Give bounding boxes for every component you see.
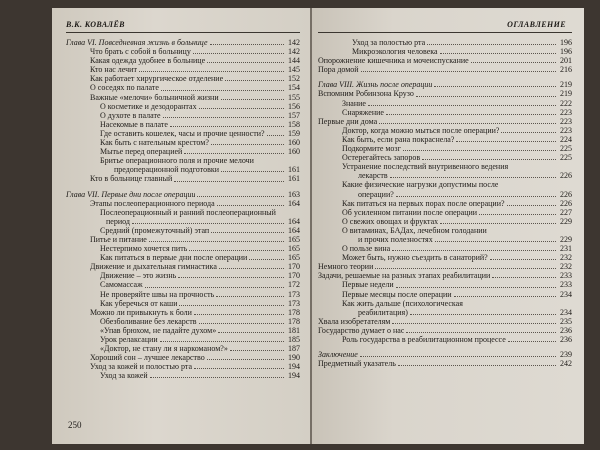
- dot-leader: [193, 53, 284, 54]
- dot-leader: [435, 241, 556, 242]
- dot-leader: [416, 96, 556, 97]
- toc-entry-title: Предметный указатель: [318, 359, 396, 369]
- toc-entry-page: 161: [288, 165, 300, 175]
- toc-entry: [318, 38, 572, 47]
- toc-entry-title: Роль государства в реабилитационном процессе: [342, 335, 506, 344]
- toc-entry: [318, 235, 572, 244]
- toc-entry: [66, 226, 300, 235]
- toc-list-left: [66, 38, 300, 380]
- toc-entry: [66, 83, 300, 92]
- toc-entry: [66, 138, 300, 147]
- toc-entry-title: Как питаться на первых порах после операции?: [342, 198, 505, 208]
- toc-entry: [66, 190, 300, 199]
- toc-entry-page: 225: [560, 144, 572, 154]
- toc-entry: [66, 317, 300, 326]
- toc-entry-title: Первые недели: [342, 280, 394, 290]
- toc-entry: [66, 156, 300, 165]
- toc-entry-title: Обезболивание без лекарств: [100, 316, 197, 326]
- right-page: [312, 8, 584, 444]
- dot-leader: [501, 132, 556, 133]
- toc-entry-title: Как работает хирургическое отделение: [90, 74, 224, 84]
- toc-entry-title: Этапы послеоперационного периода: [90, 198, 215, 208]
- toc-entry-page: 234: [560, 307, 572, 317]
- toc-entry: [66, 65, 300, 74]
- toc-entry: [318, 299, 572, 308]
- toc-entry: [318, 65, 572, 74]
- toc-entry-page: 165: [288, 234, 300, 244]
- toc-entry-page: 201: [560, 56, 572, 66]
- toc-entry: [318, 317, 572, 326]
- toc-entry: [66, 326, 300, 335]
- dot-leader: [139, 71, 284, 72]
- toc-entry: [318, 335, 572, 344]
- toc-entry: [66, 147, 300, 156]
- toc-entry-title: Хвала изобретателям: [318, 316, 391, 326]
- dot-leader: [368, 105, 556, 106]
- toc-entry-page: 196: [560, 38, 572, 47]
- dot-leader: [440, 53, 556, 54]
- toc-entry-page: 181: [288, 325, 300, 335]
- toc-entry: [66, 38, 300, 47]
- toc-entry: [66, 344, 300, 353]
- toc-entry-page: 172: [288, 280, 300, 290]
- dot-leader: [386, 114, 556, 115]
- toc-entry-page: 233: [560, 271, 572, 281]
- toc-entry: [318, 190, 572, 199]
- toc-entry: [318, 126, 572, 135]
- dot-leader: [160, 341, 284, 342]
- toc-entry: [318, 244, 572, 253]
- toc-entry-title: Снаряжение: [342, 107, 384, 117]
- toc-entry-page: 236: [560, 335, 572, 344]
- toc-entry-title: Первые месяцы после операции: [342, 289, 452, 299]
- toc-entry: [66, 74, 300, 83]
- toc-entry-page: 160: [288, 147, 300, 157]
- toc-entry-title: Знание: [342, 98, 366, 108]
- dot-leader: [379, 123, 556, 124]
- toc-entry: [318, 290, 572, 299]
- toc-entry: [66, 362, 300, 371]
- toc-entry: [66, 217, 300, 226]
- dot-leader: [422, 159, 556, 160]
- toc-entry: [66, 353, 300, 362]
- toc-entry: [66, 271, 300, 280]
- toc-entry: [66, 371, 300, 380]
- dot-leader: [398, 365, 556, 366]
- toc-entry-title: «Доктор, не стану ли я наркоманом?»: [100, 344, 228, 354]
- toc-entry: [66, 47, 300, 56]
- toc-entry-page: 152: [288, 74, 300, 84]
- toc-entry-page: 159: [288, 128, 300, 138]
- toc-entry-title: Устранение последствий внутривенного ведения: [342, 162, 509, 172]
- dot-leader: [207, 62, 284, 63]
- dot-leader: [132, 223, 284, 224]
- toc-entry-page: 144: [288, 56, 300, 66]
- toc-entry-page: 165: [288, 253, 300, 263]
- toc-entry-title: реабилитация): [358, 307, 408, 317]
- dot-leader: [490, 259, 556, 260]
- toc-entry-title: О косметике и дезодорантах: [100, 101, 197, 111]
- toc-entry: [318, 117, 572, 126]
- toc-entry-page: 158: [288, 119, 300, 129]
- toc-entry-page: 155: [288, 92, 300, 102]
- dot-leader: [219, 268, 284, 269]
- toc-entry-page: 219: [560, 89, 572, 99]
- toc-entry-page: 223: [560, 107, 572, 117]
- toc-entry-title: Вспомним Робинзона Крузо: [318, 89, 414, 99]
- toc-entry-title: Послеоперационный и ранний послеоперационный: [100, 207, 276, 217]
- toc-entry-page: 227: [560, 207, 572, 217]
- dot-leader: [492, 277, 556, 278]
- dot-leader: [149, 241, 284, 242]
- toc-entry-title: Нестерпимо хочется пить: [100, 244, 188, 254]
- toc-entry-title: Какая одежда удобнее в больнице: [90, 56, 206, 66]
- dot-leader: [434, 86, 556, 87]
- toc-entry: [318, 208, 572, 217]
- toc-list-right: [318, 38, 572, 368]
- toc-entry: [66, 56, 300, 65]
- toc-entry-page: 229: [560, 216, 572, 226]
- toc-entry-title: Может быть, нужно съездить в санаторий?: [342, 253, 488, 263]
- toc-entry: [318, 80, 572, 89]
- toc-entry-title: Заключение: [318, 350, 358, 360]
- dot-leader: [454, 296, 556, 297]
- toc-entry-page: 236: [560, 325, 572, 335]
- page-number: 250: [68, 420, 82, 430]
- toc-entry: [318, 144, 572, 153]
- dot-leader: [471, 62, 556, 63]
- toc-entry-page: 239: [560, 350, 572, 360]
- toc-entry-title: О пользе вина: [342, 244, 391, 254]
- dot-leader: [392, 250, 556, 251]
- toc-entry-title: Кто нас лечит: [90, 65, 137, 75]
- dot-leader: [375, 268, 556, 269]
- toc-entry-page: 178: [288, 316, 300, 326]
- toc-entry-page: 235: [560, 316, 572, 326]
- toc-entry-page: 164: [288, 225, 300, 235]
- dot-leader: [179, 305, 284, 306]
- toc-entry: [66, 129, 300, 138]
- toc-entry-title: О духоте в палате: [100, 110, 161, 120]
- toc-entry-page: 190: [288, 353, 300, 363]
- toc-entry: [318, 326, 572, 335]
- toc-entry: [318, 135, 572, 144]
- toc-entry-page: 187: [288, 344, 300, 354]
- toc-entry-page: 142: [288, 38, 300, 47]
- toc-entry-page: 173: [288, 289, 300, 299]
- toc-entry: [66, 120, 300, 129]
- dot-leader: [161, 90, 284, 91]
- toc-entry-title: Опорожнение кишечника и мочеиспускание: [318, 56, 469, 66]
- toc-entry-title: Не проверяйте швы на прочность: [100, 289, 215, 299]
- toc-entry-title: Средний (промежуточный) этап: [100, 225, 210, 235]
- dot-leader: [211, 232, 284, 233]
- toc-entry-title: Насекомые в палате: [100, 119, 168, 129]
- toc-entry: [318, 153, 572, 162]
- dot-leader: [150, 377, 284, 378]
- toc-entry-page: 170: [288, 271, 300, 281]
- toc-entry-title: Бритье операционного поля и прочие мелочи: [100, 156, 254, 166]
- toc-entry-page: 161: [288, 174, 300, 184]
- toc-entry: [66, 262, 300, 271]
- toc-entry-title: Важные «мелочи» больничной жизни: [90, 92, 219, 102]
- toc-entry-title: Кто в больнице главный: [90, 174, 173, 184]
- dot-leader: [427, 44, 556, 45]
- toc-entry-page: 233: [560, 280, 572, 290]
- dot-leader: [508, 341, 556, 342]
- toc-entry-title: Микроэкология человека: [352, 47, 438, 57]
- dot-leader: [507, 205, 556, 206]
- toc-entry-title: О свежих овощах и фруктах: [342, 216, 439, 226]
- toc-entry-page: 178: [288, 307, 300, 317]
- toc-entry-title: лекарств: [358, 171, 388, 181]
- toc-entry-page: 170: [288, 262, 300, 272]
- toc-entry-page: 223: [560, 116, 572, 126]
- toc-entry-title: Как питаться в первые дни после операции: [100, 253, 248, 263]
- toc-entry-page: 157: [288, 110, 300, 120]
- toc-entry: [66, 174, 300, 183]
- toc-entry-page: 160: [288, 138, 300, 148]
- toc-entry-page: 226: [560, 171, 572, 181]
- toc-entry-page: 216: [560, 65, 572, 75]
- toc-entry-title: О витаминах, БАДах, лечебном голодании: [342, 225, 487, 235]
- toc-entry-title: Подкормите мозг: [342, 144, 401, 154]
- toc-entry: [66, 199, 300, 208]
- toc-entry: [66, 165, 300, 174]
- toc-entry: [318, 350, 572, 359]
- toc-entry: [318, 162, 572, 171]
- toc-entry-page: 242: [560, 359, 572, 369]
- toc-entry: [66, 93, 300, 102]
- dot-leader: [218, 332, 284, 333]
- toc-entry-page: 232: [560, 253, 572, 263]
- dot-leader: [199, 323, 284, 324]
- toc-entry-page: 232: [560, 262, 572, 272]
- toc-entry-title: Как жить дальше (психологическая: [342, 298, 463, 308]
- toc-entry: [318, 253, 572, 262]
- toc-entry-title: Уход за полостью рта: [352, 38, 426, 47]
- toc-entry: [318, 262, 572, 271]
- dot-leader: [361, 71, 556, 72]
- toc-entry: [66, 208, 300, 217]
- dot-leader: [178, 277, 284, 278]
- toc-entry-title: Остерегайтесь запоров: [342, 153, 421, 163]
- toc-entry: [66, 299, 300, 308]
- left-page: [52, 8, 310, 444]
- toc-entry: [318, 56, 572, 65]
- toc-entry-page: 229: [560, 234, 572, 244]
- toc-entry: [318, 308, 572, 317]
- toc-entry-title: и прочих полезностях: [358, 234, 433, 244]
- dot-leader: [456, 141, 556, 142]
- toc-entry-title: Государство думает о нас: [318, 325, 405, 335]
- toc-entry-title: Задачи, решаемые на разных этапах реабилитации: [318, 271, 491, 281]
- dot-leader: [194, 314, 284, 315]
- toc-entry-title: Самомассаж: [100, 280, 143, 290]
- toc-entry: [318, 171, 572, 180]
- toc-entry-title: Питье и питание: [90, 234, 147, 244]
- toc-entry-title: Немного теории: [318, 262, 374, 272]
- toc-entry: [66, 290, 300, 299]
- toc-entry-title: Как быть, если рана покраснела?: [342, 134, 455, 144]
- dot-leader: [390, 177, 556, 178]
- toc-entry-title: Движение – это жизнь: [100, 271, 177, 281]
- toc-entry: [66, 235, 300, 244]
- toc-entry-page: 225: [560, 153, 572, 163]
- dot-leader: [396, 196, 556, 197]
- toc-entry-title: Какие физические нагрузки допустимы после: [342, 180, 499, 190]
- toc-entry-title: «Упав брюхом, не падайте духом»: [100, 325, 217, 335]
- toc-entry-title: Хороший сон – лучшее лекарство: [90, 353, 205, 363]
- toc-entry-title: Глава VII. Первые дни после операции: [66, 189, 196, 199]
- running-head-author: В.К. КОВАЛЁВ: [66, 20, 300, 33]
- toc-entry-page: 142: [288, 47, 300, 57]
- toc-entry-page: 226: [560, 189, 572, 199]
- toc-entry: [318, 47, 572, 56]
- toc-entry-title: Глава VIII. Жизнь после операции: [318, 80, 433, 90]
- dot-leader: [403, 150, 556, 151]
- toc-entry-title: Что брать с собой в больницу: [90, 47, 191, 57]
- dot-leader: [267, 135, 284, 136]
- toc-entry-title: Глава VI. Повседневная жизнь в больнице: [66, 38, 208, 47]
- toc-entry: [318, 359, 572, 368]
- dot-leader: [184, 153, 284, 154]
- dot-leader: [199, 108, 284, 109]
- toc-entry-title: Где оставить кошелек, часы и прочие ценности?: [100, 128, 265, 138]
- dot-leader: [221, 99, 284, 100]
- toc-entry: [66, 308, 300, 317]
- toc-entry: [318, 180, 572, 189]
- dot-leader: [216, 296, 284, 297]
- dot-leader: [207, 359, 284, 360]
- dot-leader: [197, 196, 284, 197]
- toc-entry: [318, 226, 572, 235]
- toc-entry-page: 196: [560, 47, 572, 57]
- toc-entry-title: Мытье перед операцией: [100, 147, 183, 157]
- dot-leader: [210, 44, 284, 45]
- toc-entry-page: 173: [288, 298, 300, 308]
- dot-leader: [163, 117, 284, 118]
- toc-entry-page: 145: [288, 65, 300, 75]
- toc-entry: [318, 280, 572, 289]
- toc-entry-title: Доктор, когда можно мыться после операции?: [342, 125, 500, 135]
- toc-entry: [66, 253, 300, 262]
- dot-leader: [170, 126, 284, 127]
- toc-entry-page: 156: [288, 101, 300, 111]
- dot-leader: [406, 332, 556, 333]
- toc-entry-title: Как быть с нательным крестом?: [100, 138, 209, 148]
- toc-entry-page: 154: [288, 83, 300, 93]
- toc-entry: [66, 335, 300, 344]
- toc-entry-page: 164: [288, 198, 300, 208]
- toc-entry: [318, 89, 572, 98]
- toc-entry-title: Первые дни дома: [318, 116, 378, 126]
- toc-entry-page: 226: [560, 198, 572, 208]
- dot-leader: [211, 144, 284, 145]
- toc-entry-title: операции?: [358, 189, 394, 199]
- toc-entry-page: 224: [560, 134, 572, 144]
- toc-entry-title: Можно ли привыкнуть к боли: [90, 307, 192, 317]
- toc-entry-title: Об усиленном питании после операции: [342, 207, 478, 217]
- toc-entry: [318, 99, 572, 108]
- toc-entry: [318, 108, 572, 117]
- dot-leader: [479, 214, 556, 215]
- dot-leader: [221, 171, 284, 172]
- dot-leader: [410, 314, 556, 315]
- toc-entry-title: предоперационной подготовки: [114, 165, 220, 175]
- toc-entry-page: 165: [288, 244, 300, 254]
- toc-entry-page: 163: [288, 189, 300, 199]
- dot-leader: [217, 205, 284, 206]
- dot-leader: [396, 287, 556, 288]
- dot-leader: [174, 181, 284, 182]
- toc-entry: [66, 111, 300, 120]
- toc-entry-page: 231: [560, 244, 572, 254]
- dot-leader: [189, 250, 284, 251]
- dot-leader: [230, 350, 284, 351]
- toc-entry-title: О соседях по палате: [90, 83, 159, 93]
- toc-entry: [66, 102, 300, 111]
- dot-leader: [249, 259, 284, 260]
- dot-leader: [145, 287, 284, 288]
- toc-entry: [318, 271, 572, 280]
- dot-leader: [360, 356, 556, 357]
- toc-entry-page: 223: [560, 125, 572, 135]
- toc-entry-page: 222: [560, 98, 572, 108]
- toc-entry-title: период: [106, 216, 130, 226]
- toc-entry-title: Движение и дыхательная гимнастика: [90, 262, 217, 272]
- toc-entry: [318, 217, 572, 226]
- dot-leader: [194, 368, 284, 369]
- toc-entry-title: Урок релаксации: [100, 335, 158, 344]
- toc-entry: [318, 199, 572, 208]
- toc-entry: [66, 280, 300, 289]
- toc-entry-page: 234: [560, 289, 572, 299]
- running-head-contents: ОГЛАВЛЕНИЕ: [318, 20, 572, 33]
- toc-entry-title: Уход за кожей: [100, 371, 148, 381]
- toc-entry-title: Пора домой: [318, 65, 359, 75]
- toc-entry-page: 219: [560, 80, 572, 90]
- dot-leader: [440, 223, 556, 224]
- toc-entry-title: Уход за кожей и полостью рта: [90, 362, 193, 372]
- toc-entry-title: Как уберечься от каши: [100, 298, 178, 308]
- toc-entry-page: 194: [288, 362, 300, 372]
- dot-leader: [392, 323, 556, 324]
- toc-entry-page: 185: [288, 335, 300, 344]
- dot-leader: [225, 80, 284, 81]
- toc-entry-page: 164: [288, 216, 300, 226]
- toc-entry-page: 194: [288, 371, 300, 381]
- toc-entry: [66, 244, 300, 253]
